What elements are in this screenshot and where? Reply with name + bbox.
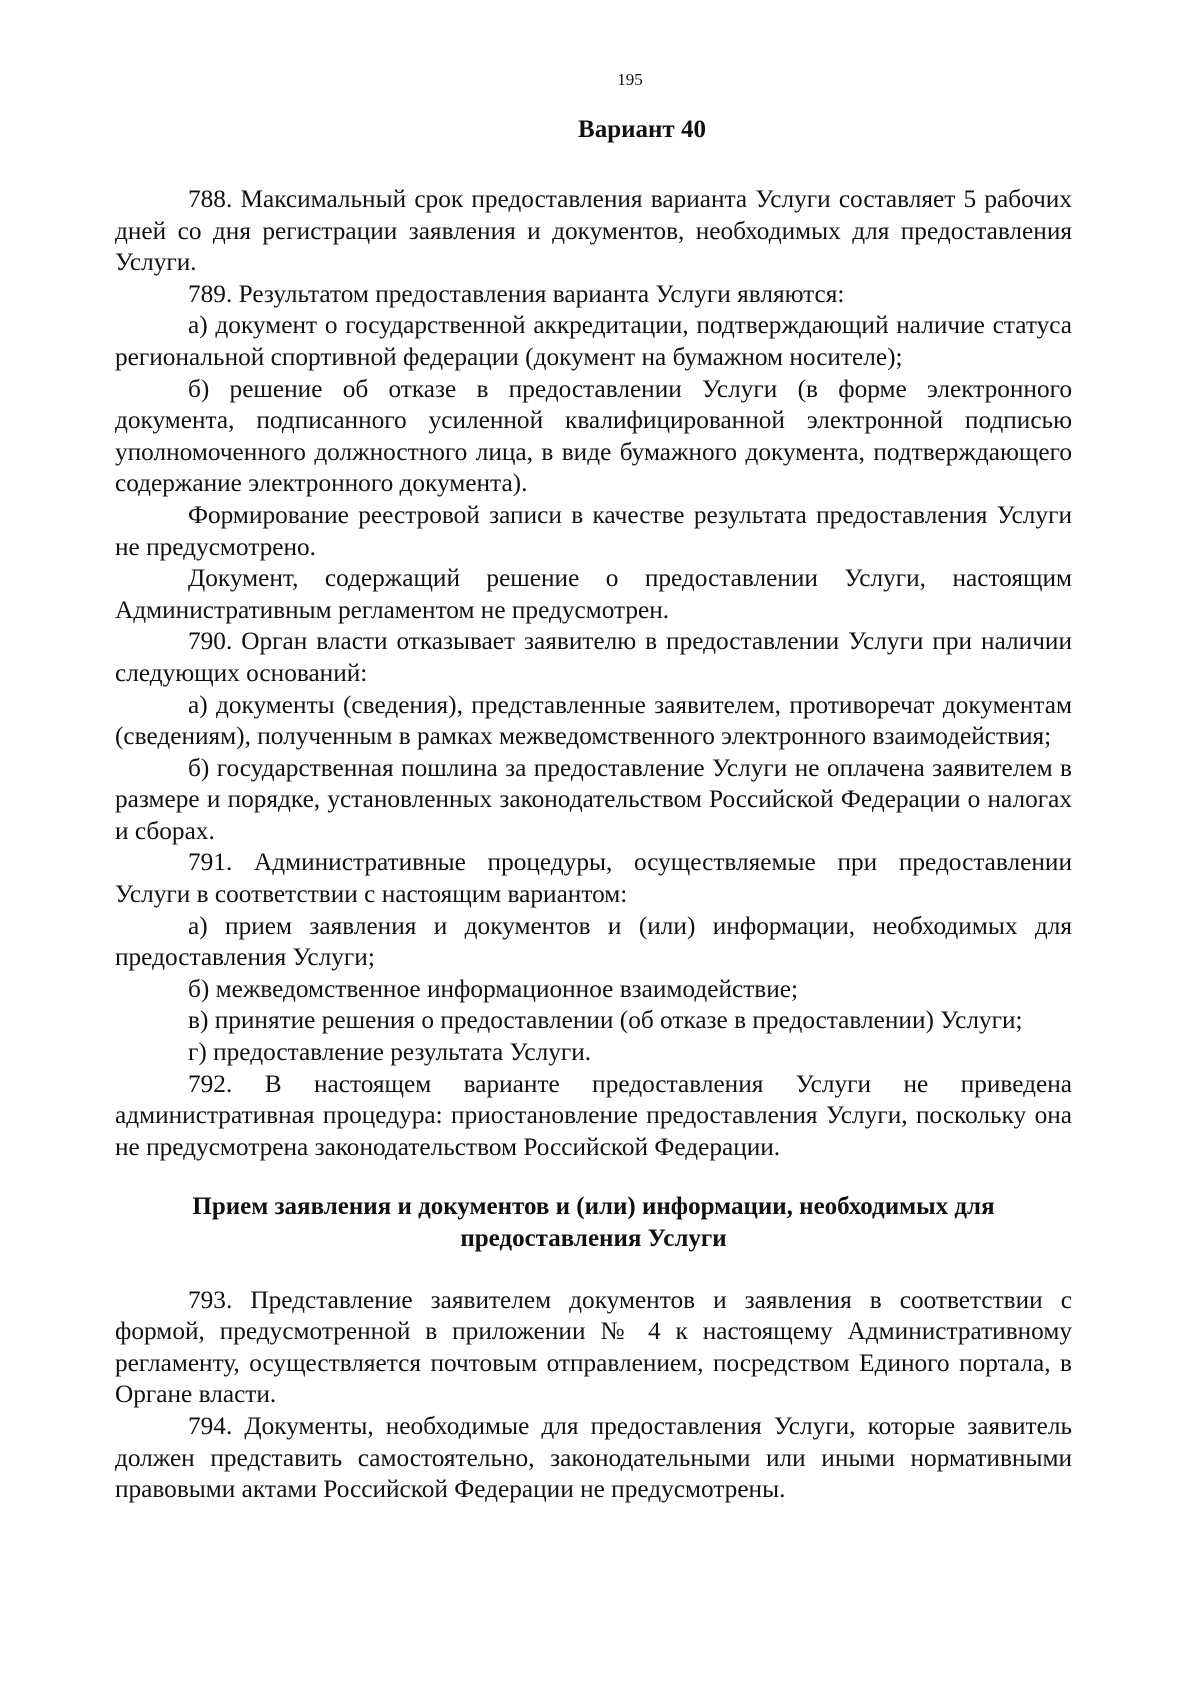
paragraph: г) предоставление результата Услуги. <box>188 1038 592 1067</box>
paragraph: 789. Результатом предоставления варианта Услуги являются: <box>188 279 845 308</box>
paragraph: в) принятие решения о предоставлении (об отказе в предоставлении) Услуги; <box>188 1006 1023 1035</box>
paragraphs-part2 <box>115 1285 1072 1506</box>
paragraph: а) документ о государственной аккредитации, подтверждающий наличие статуса региональной спортивной федерации (документ на бумажном носителе); <box>115 311 1072 371</box>
variant-title: Вариант 40 <box>578 116 706 143</box>
paragraph: б) межведомственное информационное взаимодействие; <box>188 974 799 1003</box>
paragraph: 793. Представление заявителем документов и заявления в соответствии с формой, предусмотренной в приложении № 4 к настоящему Административному регламенту, осуществляется почтовым отправлением, посредством Единого портала, в Органе власти. <box>115 1285 1072 1409</box>
paragraph: а) документы (сведения), представленные заявителем, противоречат документам (сведениям), полученным в рамках межведомственного электронного взаимодействия; <box>115 690 1072 751</box>
paragraph: 792. В настоящем варианте предоставления Услуги не приведена административная процедура: приостановление предоставления Услуги, поскольку она не предусмотрена законодательством Российской Федерации. <box>115 1069 1072 1161</box>
paragraph: Документ, содержащий решение о предоставлении Услуги, настоящим Административным регламентом не предусмотрен. <box>115 564 1072 624</box>
paragraph: Формирование реестровой записи в качестве результата предоставления Услуги не предусмотрено. <box>115 500 1072 561</box>
paragraph: а) прием заявления и документов и (или) информации, необходимых для предоставления Услуги; <box>115 911 1072 972</box>
paragraph: 788. Максимальный срок предоставления варианта Услуги составляет 5 рабочих дней со дня регистрации заявления и документов, необходимых для предоставления Услуги. <box>115 185 1072 277</box>
paragraph: б) решение об отказе в предоставлении Услуги (в форме электронного документа, подписанного усиленной квалифицированной электронной подписью уполномоченного должностного лица, в виде бумажного документа, подтверждающего содержание электронного документа). <box>115 374 1072 498</box>
section-title: Прием заявления и документов и (или) информации, необходимых для предоставления Услуги <box>192 1193 995 1252</box>
paragraphs-part1 <box>115 184 1072 1163</box>
paragraph: 794. Документы, необходимые для предоставления Услуги, которые заявитель должен представить самостоятельно, законодательными или иными нормативными правовыми актами Российской Федерации не предусмотрены. <box>115 1411 1072 1504</box>
paragraph: 791. Административные процедуры, осуществляемые при предоставлении Услуги в соответствии с настоящим вариантом: <box>115 848 1072 909</box>
document-body <box>115 184 1072 1506</box>
page-number: 195 <box>617 70 643 89</box>
paragraph: б) государственная пошлина за предоставление Услуги не оплачена заявителем в размере и порядке, установленных законодательством Российской Федерации о налогах и сборах. <box>115 753 1072 845</box>
paragraph: 790. Орган власти отказывает заявителю в предоставлении Услуги при наличии следующих оснований: <box>115 627 1072 687</box>
